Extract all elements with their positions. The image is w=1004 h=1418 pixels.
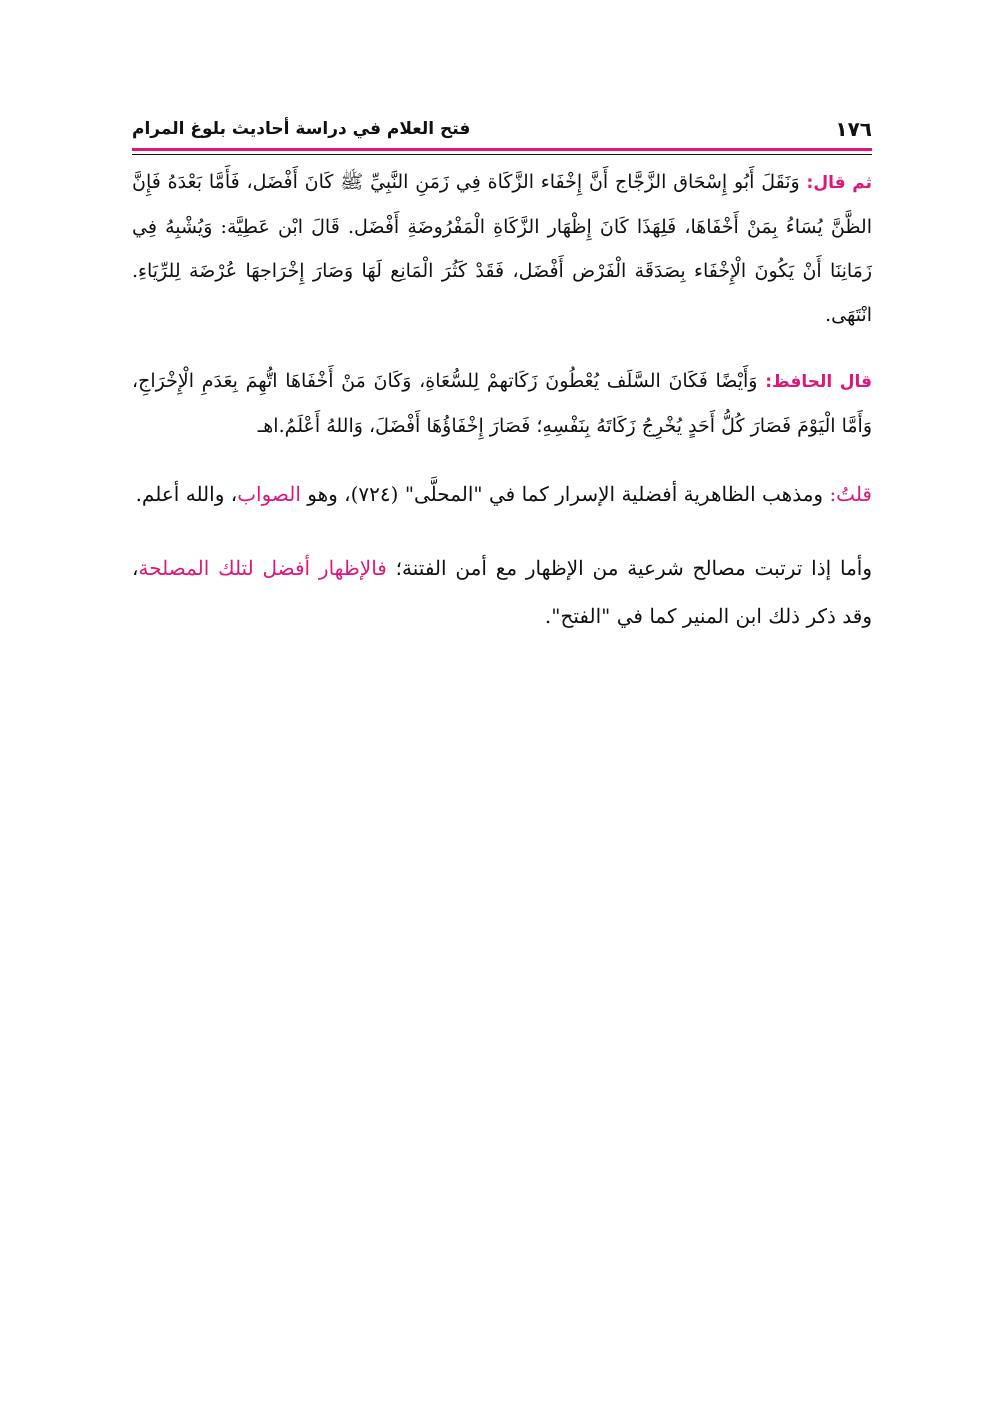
header-rule-thin	[132, 154, 872, 155]
paragraph-4-accent: فالإظهار أفضل لتلك المصلحة	[138, 556, 387, 580]
paragraph-3-tail: ، والله أعلم.	[135, 482, 238, 506]
page-number: ١٧٦	[835, 117, 872, 141]
paragraph-3-accent: الصواب	[237, 482, 301, 506]
paragraph-4	[132, 544, 872, 640]
paragraph-3	[132, 470, 872, 518]
page-body	[132, 160, 872, 666]
paragraph-1-text: وَنَقَلَ أَبُو إِسْحَاق الزَّجَّاج أَنَّ إِخْفَاء الزَّكَاة فِي زَمَنِ النَّبِيِّ ﷺ كَانَ أَفْضَل، فَأَمَّا بَعْدَهُ فَإِنَّ الظَّنَّ يُسَاءُ بِمَنْ أَخْفَاهَا، فَلِهَذَا كَانَ إِظْهَار الزَّكَاةِ الْمَفْرُوضَةِ أَفْضَل. قَالَ ابْن عَطِيَّة: وَيُشْبِهُ فِي زَمَانِنَا أَنْ يَكُونَ الْإِخْفَاء بِصَدَقَة الْفَرْض أَفْضَل، فَقَدْ كَثُرَ الْمَانِع لَهَا وَصَارَ إِخْرَاجهَا عُرْضَة لِلرِّيَاءِ. انْتَهَى.	[132, 171, 872, 326]
header-rule-accent	[132, 148, 872, 151]
paragraph-4-tail: ، وقد ذكر ذلك ابن المنير كما في "الفتح".	[132, 556, 872, 628]
paragraph-3-lead: قلتُ:	[829, 482, 872, 506]
paragraph-2-text: وَأَيْضًا فَكَانَ السَّلَف يُعْطُونَ زَكَاتهمْ لِلسُّعَاةِ، وَكَانَ مَنْ أَخْفَاهَا اتُّهِمَ بِعَدَمِ الْإِخْرَاجِ، وَأَمَّا الْيَوْمَ فَصَارَ كُلُّ أَحَدٍ يُخْرِجُ زَكَاتَهُ بِنَفْسِهِ؛ فَصَارَ إِخْفَاؤُهَا أَفْضَلَ، وَاللهُ أَعْلَمُ.اهـ	[132, 370, 872, 437]
running-title: فتح العلام في دراسة أحاديث بلوغ المرام	[132, 119, 471, 139]
paragraph-2-lead: قال الحافظ:	[765, 372, 873, 392]
page-header	[132, 112, 872, 146]
paragraph-1	[132, 160, 872, 337]
paragraph-2	[132, 359, 872, 448]
paragraph-4-text: وأما إذا ترتبت مصالح شرعية من الإظهار مع أمن الفتنة؛	[386, 556, 872, 580]
paragraph-3-text: ومذهب الظاهرية أفضلية الإسرار كما في "المحلَّى" (٧٢٤)، وهو	[300, 482, 830, 506]
paragraph-1-lead: ثم قال:	[806, 173, 872, 193]
